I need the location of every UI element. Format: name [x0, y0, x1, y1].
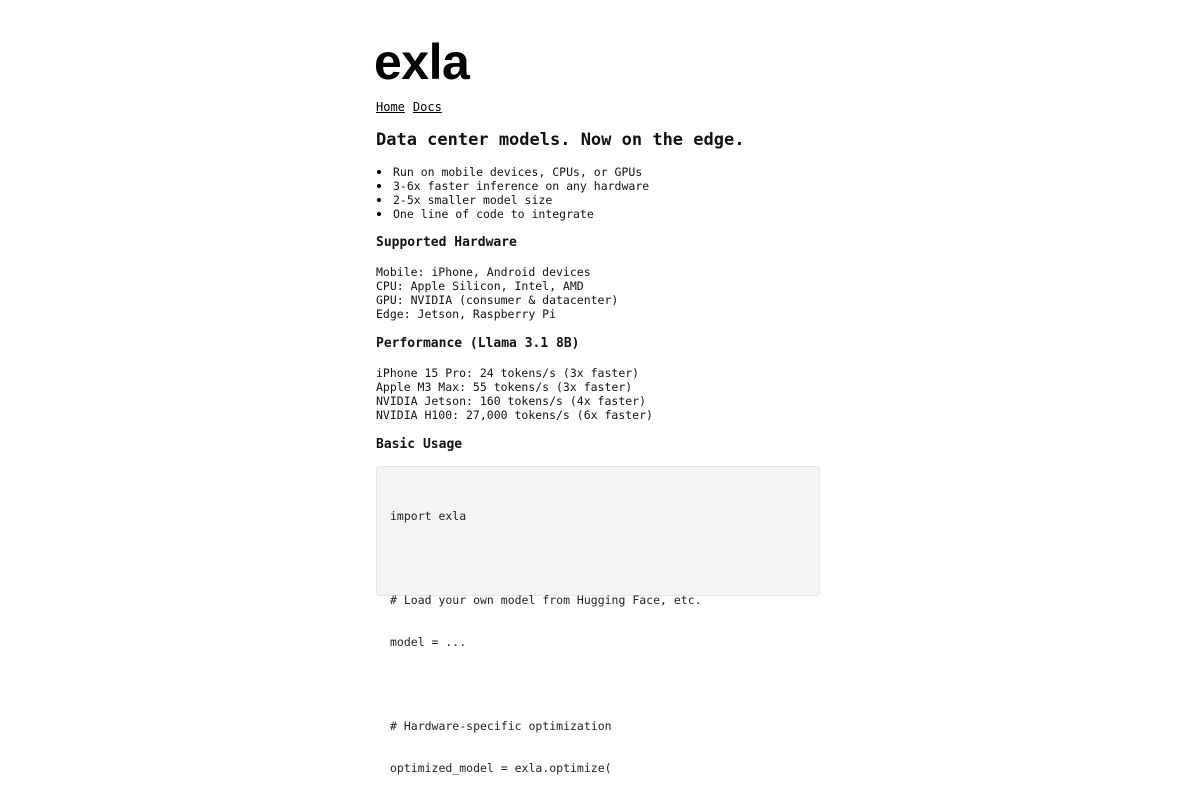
hardware-line: Mobile: iPhone, Android devices — [376, 265, 591, 279]
code-line: # Hardware-specific optimization — [390, 719, 612, 733]
performance-line: NVIDIA Jetson: 160 tokens/s (4x faster) — [376, 394, 647, 408]
site-logo: exla — [374, 34, 470, 90]
feature-list — [376, 165, 649, 221]
code-line — [390, 677, 702, 691]
performance-heading: Performance (Llama 3.1 8B) — [376, 336, 580, 351]
code-line: import exla — [390, 509, 467, 523]
hardware-line: CPU: Apple Silicon, Intel, AMD — [376, 279, 584, 293]
list-item: Run on mobile devices, CPUs, or GPUs — [376, 165, 649, 179]
list-item: One line of code to integrate — [376, 207, 649, 221]
code-content — [390, 481, 702, 803]
code-block[interactable] — [376, 466, 820, 775]
performance-list — [376, 366, 653, 422]
hardware-line: GPU: NVIDIA (consumer & datacenter) — [376, 293, 619, 307]
hardware-heading: Supported Hardware — [376, 235, 517, 250]
code-line: optimized_model = exla.optimize( — [390, 761, 612, 775]
code-line: model = ... — [390, 635, 467, 649]
code-line: # Load your own model from Hugging Face, etc. — [390, 593, 702, 607]
hardware-list — [376, 265, 618, 321]
main-nav — [376, 99, 450, 115]
usage-heading: Basic Usage — [376, 437, 463, 452]
nav-link-docs[interactable]: Docs — [412, 100, 442, 114]
list-item: 3-6x faster inference on any hardware — [376, 179, 649, 193]
hero-tagline: Data center models. Now on the edge. — [376, 130, 745, 150]
performance-line: Apple M3 Max: 55 tokens/s (3x faster) — [376, 380, 633, 394]
nav-link-home[interactable]: Home — [376, 100, 405, 114]
hardware-line: Edge: Jetson, Raspberry Pi — [376, 307, 557, 321]
list-item: 2-5x smaller model size — [376, 193, 649, 207]
performance-line: NVIDIA H100: 27,000 tokens/s (6x faster) — [376, 408, 653, 422]
code-line — [390, 551, 702, 565]
performance-line: iPhone 15 Pro: 24 tokens/s (3x faster) — [376, 366, 640, 380]
